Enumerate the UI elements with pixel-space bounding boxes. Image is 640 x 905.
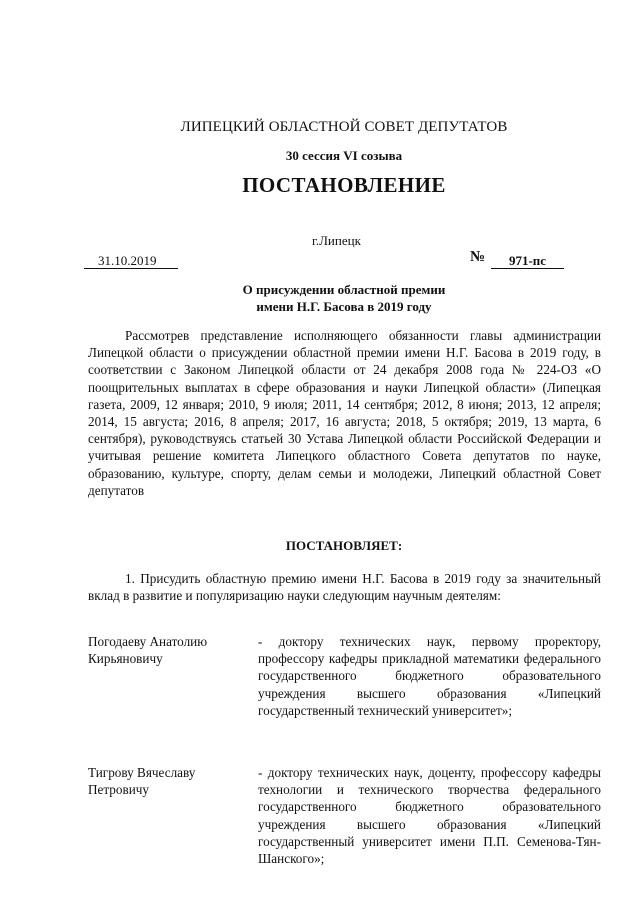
subject-line-1: О присуждении областной премии xyxy=(242,282,446,297)
resolves-heading: ПОСТАНОВЛЯЕТ: xyxy=(285,538,403,553)
preamble-paragraph: Рассмотрев представление исполняющего обязанности главы администрации Липецкой области о присуждении областной премии имени Н.Г. Басова в 2019 году, в соответствии с Законом Липецкой области от 24 декабря 2008 года № 224-ОЗ «О поощрительных выплатах в сфере образования и науки Липецкой области» (Липецкая газета, 2009, 12 января; 2010, 9 июля; 2011, 14 сентября; 2012, 8 июня; 2013, 12 апреля; 2014, 15 августа; 2016, 8 апреля; 2017, 16 августа; 2018, 5 октября; 2019, 13 марта, 6 сентября), руководствуясь статьей 30 Устава Липецкой области Российской Федерации и учитывая решение комитета Липецкого областного Совета депутатов по науке, образованию, культуре, спорту, делам семьи и молодежи, Липецкий областной Совет депутатов xyxy=(88,328,601,498)
awardee-description: - доктору технических наук, первому проректору, профессору кафедры прикладной математики федерального государственного бюджетного образовательного учреждения высшего образования «Липецкий государственный технический университет»; xyxy=(258,634,601,718)
session-label: 30 сессия VI созыва xyxy=(285,148,403,163)
document-number: 971-пс xyxy=(491,253,564,269)
awardee-name: Погодаеву Анатолию Кирьяновичу xyxy=(88,634,208,667)
awardee-description: - доктору технических наук, доценту, профессору кафедры технологии и технического творчества федерального государственного бюджетного образовательного учреждения высшего образования «Липецкий государственный университет имени П.П. Семенова-Тян-Шанского»; xyxy=(258,765,601,867)
subject-line-2: имени Н.Г. Басова в 2019 году xyxy=(256,299,432,314)
organization-title: ЛИПЕЦКИЙ ОБЛАСТНОЙ СОВЕТ ДЕПУТАТОВ xyxy=(180,119,508,135)
item-1-paragraph: 1. Присудить областную премию имени Н.Г. Басова в 2019 году за значительный вклад в развитие и популяризацию науки следующим научным деятелям: xyxy=(88,571,601,604)
document-date: 31.10.2019 xyxy=(84,253,178,269)
document-subject xyxy=(88,281,600,315)
city-label: г.Липецк xyxy=(312,233,361,248)
document-type-title: ПОСТАНОВЛЕНИЕ xyxy=(242,173,446,197)
number-sign: № xyxy=(470,249,486,265)
awardee-name: Тигрову Вячеславу Петровичу xyxy=(88,765,196,798)
